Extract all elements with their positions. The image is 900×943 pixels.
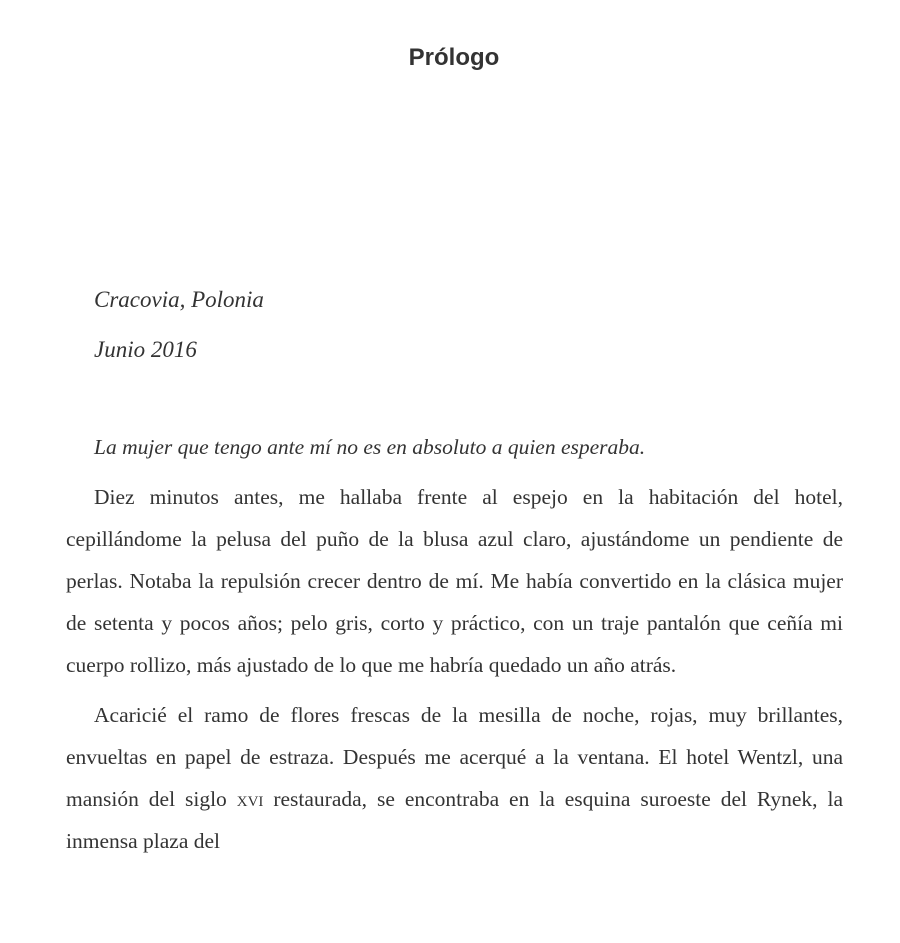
lead-sentence: La mujer que tengo ante mí no es en absoluto a quien esperaba. [94, 435, 646, 459]
paragraph-2-end: restaurada, se encontraba en la esquina suroeste del Rynek, la inmensa plaza del [66, 787, 844, 853]
paragraph-1: Diez minutos antes, me hallaba frente al espejo en la habitación del hotel, cepillándome la pelusa del puño de la blusa azul claro, ajustándome un pendiente de perlas. Notaba la repulsión crecer dentro de mí. Me había convertido en la clásica mujer de setenta y pocos años; pelo gris, corto y práctico, con un traje pantalón que ceñía mi cuerpo rollizo, más ajustado de lo que me habría quedado un año atrás. [66, 485, 843, 677]
dateline-date: Junio 2016 [94, 337, 197, 362]
century-numeral: xvi [236, 787, 264, 811]
paragraph-2-start: Acaricié el ramo de flores frescas de la mesilla de noche, rojas, muy brillantes, envueltas en papel de estraza. Después me acerqué a la ventana. El hotel Wentzl, una mansión del siglo [66, 703, 843, 811]
paragraph-2 [66, 694, 843, 862]
chapter-title: Prólogo [408, 44, 500, 71]
chapter-body [66, 426, 843, 870]
dateline-place: Cracovia, Polonia [94, 287, 264, 312]
